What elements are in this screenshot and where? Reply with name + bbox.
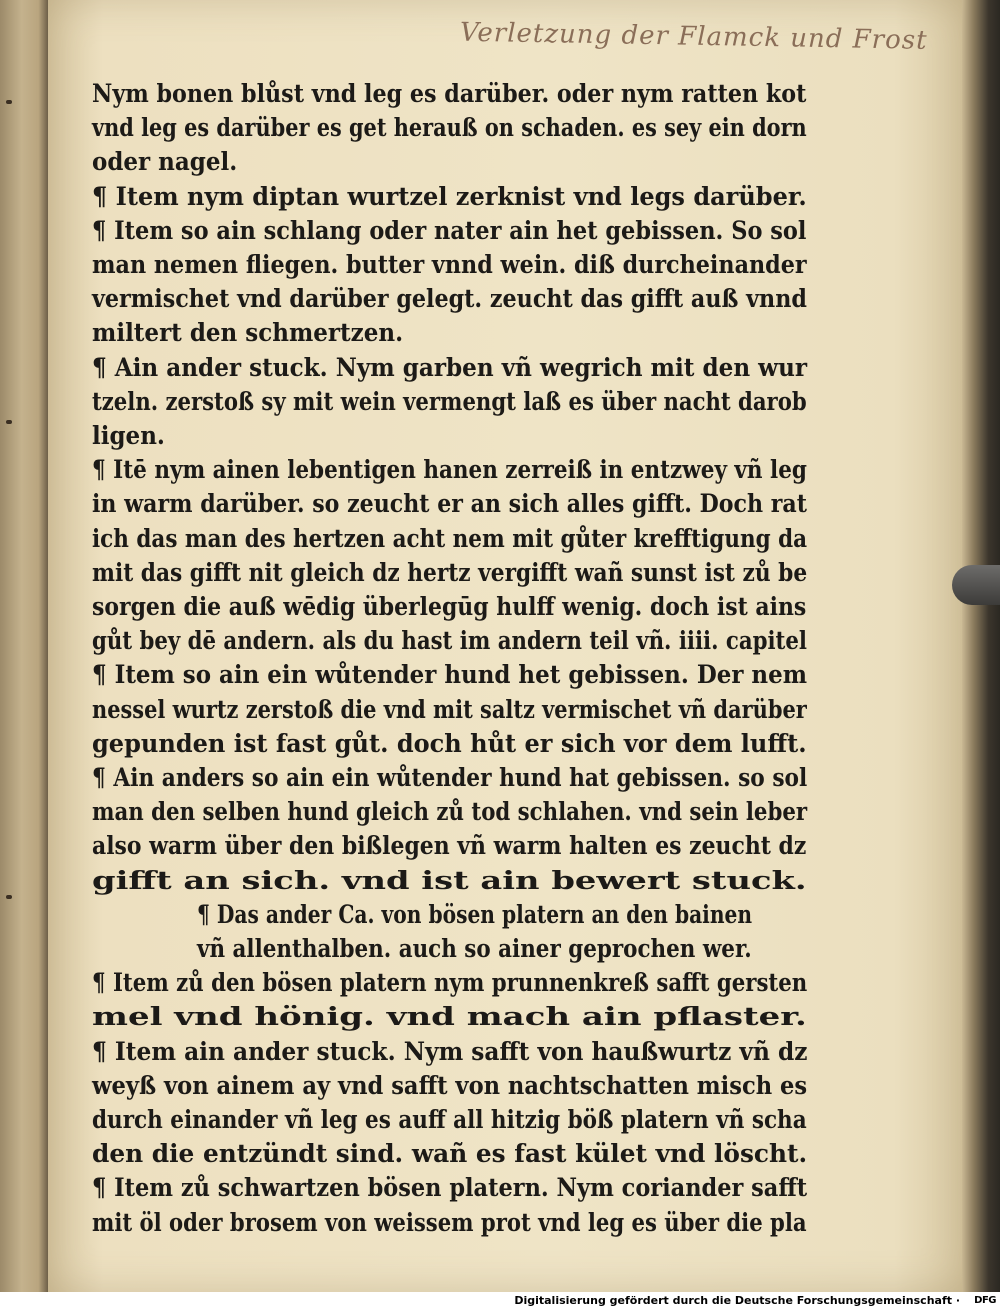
bookmark-tab [952,565,1000,605]
text-line: gůt bey dē andern. als du hast im andern teil vñ. iiii. capitel [92,626,807,656]
text-line: ¶ Item zů schwartzen bösen platern. Nym coriander safft [92,1173,808,1203]
text-line: ¶ Item ain ander stuck. Nym safft von haußwurtz vñ dz [92,1036,808,1066]
dfg-logo: DFG [974,1295,996,1306]
text-line: ligen. [92,421,165,450]
text-line: sorgen die auß wēdig überlegūg hulff wenig. doch ist ains [92,592,807,621]
spine-mark [6,420,12,424]
text-line: den die entzündt sind. wañ es fast kület vnd löscht. [92,1139,808,1169]
text-line: ¶ Ain ander stuck. Nym garben vñ wegrich mit den wur [92,352,808,382]
text-line: ¶ Ain anders so ain ein wůtender hund hat gebissen. so sol [92,763,808,792]
text-line: also warm über den bißlegen vñ warm halten es zeucht dz [92,831,807,861]
text-line: in warm darüber. so zeucht er an sich alles gifft. Doch rat [92,489,807,519]
text-line: durch einander vñ leg es auff all hitzig böß platern vñ scha [92,1105,807,1134]
text-line: ¶ Item zů den bösen platern nym prunnenkreß safft gersten [92,968,808,998]
text-line: ¶ Item so ain ein wůtender hund het gebissen. Der nem [92,660,807,690]
text-line: ¶ Itē nym ainen lebentigen hanen zerreiß in entzwey vñ leg [92,455,807,485]
text-line: vñ allenthalben. auch so ainer geprochen wer. [197,934,752,963]
text-line: oder nagel. [92,147,238,177]
text-line: ¶ Item nym diptan wurtzel zerknist vnd legs darüber. [92,181,807,211]
text-line: vermischet vnd darüber gelegt. zeucht das gifft auß vnnd [92,284,807,314]
text-line: gifft an sich. vnd ist ain bewert stuck. [92,865,807,895]
text-line: vnd leg es darüber es get herauß on schaden. es sey ein dorn [92,113,807,143]
right-page-edge [962,0,1000,1292]
spine-mark [6,100,12,104]
footer-bar [0,1292,1000,1310]
spine-mark [6,895,12,899]
text-line: miltert den schmertzen. [92,318,404,348]
text-line: Nym bonen blůst vnd leg es darüber. oder nym ratten kot [92,79,807,108]
text-line: mel vnd hönig. vnd mach ain pflaster. [92,1002,807,1032]
text-line: nessel wurtz zerstoß die vnd mit saltz vermischet vñ darüber [92,694,807,724]
funding-credit: Digitalisierung gefördert durch die Deutsche Forschungsgemeinschaft · [514,1294,960,1307]
text-line: ¶ Item so ain schlang oder nater ain het gebissen. So sol [92,215,807,245]
text-line: tzeln. zerstoß sy mit wein vermengt laß es über nacht darob [92,386,807,416]
text-line: ich das man des hertzen acht nem mit gůter krefftigung da [92,523,808,553]
text-line: mit das gifft nit gleich dz hertz vergifft wañ sunst ist zů be [92,557,808,587]
text-line: man den selben hund gleich zů tod schlahen. vnd sein leber [92,797,808,827]
text-line: man nemen fliegen. butter vnnd wein. diß durcheinander [92,250,807,279]
text-line: mit öl oder brosem von weissem prot vnd leg es über die pla [92,1207,807,1237]
left-page-edge [0,0,48,1292]
text-line: ¶ Das ander Ca. von bösen platern an den bainen [197,899,753,929]
text-line: gepunden ist fast gůt. doch hůt er sich vor dem lufft. [92,728,807,758]
handwritten-note: Verletzung der Flamck und Frost [459,17,928,56]
text-line: weyß von ainem ay vnd safft von nachtschatten misch es [92,1070,808,1100]
